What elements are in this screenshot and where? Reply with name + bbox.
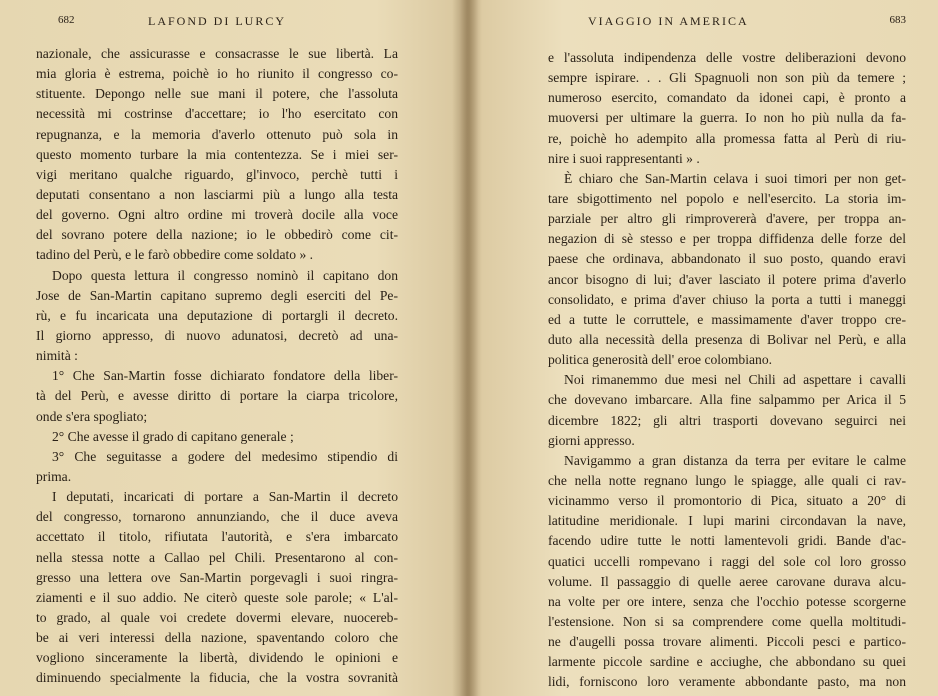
text-line: to grado, al quale voi credete dovermi elevare, nuocereb-	[36, 609, 398, 625]
text-line: ancor bisogno di lui; d'aver lasciato il potere prima d'averlo	[548, 271, 906, 287]
text-line: vogliono sinceramente la libertà, dividendo le opinioni e	[36, 650, 398, 666]
book-gutter	[452, 0, 482, 696]
right-page-header	[548, 0, 906, 38]
text-line: stituente. Depongo nelle sue mani il potere, che l'assoluta	[36, 86, 398, 102]
text-line: volume. Il passaggio di quelle aeree carovane durava alcu-	[548, 573, 906, 589]
text-line: l'estensione. Non si sa comprendere come quella moltitudi-	[548, 613, 906, 629]
text-line: 1° Che San-Martin fosse dichiarato fondatore della liber-	[52, 368, 398, 384]
left-page-body	[36, 44, 398, 689]
text-line: diminuendo specialmente la fiducia, che la vostra sovranità	[36, 670, 398, 686]
left-running-head: LAFOND DI LURCY	[148, 14, 286, 28]
text-line: politica generosità dell' eroe colombiano.	[548, 352, 773, 368]
text-line: del governo. Ogni altro ordine mi troverà docile alla voce	[36, 207, 398, 223]
text-line: Noi rimanemmo due mesi nel Chili ad aspettare i cavalli	[564, 372, 906, 388]
text-line: e l'assoluta indipendenza delle vostre deliberazioni devono	[548, 50, 906, 65]
text-line: I deputati, incaricati di portare a San-Martin il decreto	[52, 489, 398, 505]
text-line: vicinammo verso il promontorio di Pica, situato a 20° di	[548, 493, 906, 509]
text-line: deputati consentano a non lasciarmi più a lungo alla testa	[36, 186, 398, 202]
text-line: Jose de San-Martin capitano supremo degli eserciti del Pe-	[36, 287, 398, 303]
text-line: sempre ispirare. . . Gli Spagnuoli non son più da temere ;	[548, 70, 906, 86]
text-line: necessità mi costrinse d'accettare; io l'ho esercitato con	[36, 106, 398, 122]
text-line: Il giorno appresso, di nuovo adunatosi, decretò ad una-	[36, 327, 398, 343]
text-line: che nella notte regnano lungo le spiagge, alle quali ci rav-	[548, 472, 906, 488]
text-line: 2° Che avesse il grado di capitano generale ;	[52, 428, 294, 444]
text-line: nella stessa notte a Callao pel Chili. Presentarono al con-	[36, 549, 398, 565]
text-line: be ai veri interessi della nazione, spaventando coloro che	[36, 630, 398, 646]
text-line: ne d'augelli possa trovare alimenti. Piccoli pesci e partico-	[548, 634, 906, 650]
text-line: questo momento turbare la mia contentezza. Se i miei ser-	[36, 146, 398, 162]
left-page	[36, 0, 398, 696]
text-line: dicembre 1822; gli altri trasporti dovevano seguirci nei	[548, 412, 906, 428]
text-line: duto alla necessità della presenza di Bolivar nel Perù, e alla	[548, 331, 906, 347]
text-line: mia gloria è estrema, poichè io ho riunito il congresso co-	[36, 66, 398, 82]
right-page-body	[548, 48, 906, 693]
text-line: parziale per altro gli rimprovererà d'avere, per troppa an-	[548, 211, 906, 227]
text-line: prima.	[36, 468, 72, 484]
left-page-header	[36, 0, 398, 38]
text-line: che dovevano imbarcare. Alla fine salpammo per Arica il 5	[548, 392, 906, 408]
text-line: negazion di sè stesso e per troppa diffidenza delle forze del	[548, 231, 906, 247]
text-line: nire i suoi rappresentanti » .	[548, 150, 700, 166]
text-line: repugnanza, e la memoria d'averlo ottenuto può sola in	[36, 126, 398, 142]
text-line: tà del Perù, e avesse diritto di portare la ciarpa tricolore,	[36, 388, 398, 404]
text-line: 3° Che seguitasse a godere del medesimo stipendio di	[52, 448, 398, 464]
left-page-number: 682	[58, 14, 75, 26]
right-running-head: VIAGGIO IN AMERICA	[588, 14, 749, 28]
text-line: ziamenti e il suo addio. Ne citerò queste sole parole; « L'al-	[36, 589, 398, 605]
right-page	[548, 0, 906, 696]
text-line: nazionale, che assicurasse e consacrasse le sue libertà. La	[36, 46, 398, 61]
text-line: consolidato, e prima d'aver chiuso la porta a tutti i maneggi	[548, 291, 906, 307]
text-line: tadino del Perù, e le farò obbedire come soldato » .	[36, 247, 314, 263]
text-line: Navigammo a gran distanza da terra per evitare le calme	[564, 452, 906, 468]
text-line: vigi meritano qualche riguardo, gl'invoco, perchè tutti i	[36, 166, 398, 182]
text-line: È chiaro che San-Martin celava i suoi timori per non get-	[564, 170, 906, 186]
text-line: ed a tutte le corruttele, e massimamente d'aver troppo cre-	[548, 311, 906, 327]
text-line: gresso una lettera ove San-Martin porgevagli i suoi ringra-	[36, 569, 398, 585]
text-line: re, poichè ho adempito alla promessa fatta al Perù di riu-	[548, 130, 906, 146]
text-line: nimità :	[36, 348, 78, 364]
text-line: facendo udire tutte le notti lamentevoli gridi. Bande d'ac-	[548, 533, 906, 549]
right-page-number: 683	[889, 14, 906, 26]
text-line: na volte per ore intere, senza che l'occhio potesse scorgerne	[548, 593, 906, 609]
text-line: paese che ordinava, abbandonato il suo posto, quando eravi	[548, 251, 906, 267]
text-line: lidi, forniscono loro veramente abbondante pasto, ma non	[548, 674, 906, 690]
text-line: accettato il titolo, rifiutata l'autorità, e s'era imbarcato	[36, 529, 398, 545]
text-line: onde s'era spogliato;	[36, 408, 148, 424]
text-line: latitudine meridionale. I lupi marini circondavan la nave,	[548, 513, 906, 529]
text-line: rù, e fu incaricata una deputazione di portargli il decreto.	[36, 307, 398, 323]
text-line: numeroso esercito, comandato da idonei capi, è pronto a	[548, 90, 906, 106]
text-line: quatici uccelli rompevano i raggi del sole col loro grosso	[548, 553, 906, 569]
text-line: Dopo questa lettura il congresso nominò il capitano don	[52, 267, 398, 283]
text-line: tare sbigottimento nel popolo e nell'esercito. La storia im-	[548, 190, 906, 206]
text-line: del congresso, tornarono annunziando, che il duce aveva	[36, 509, 398, 525]
text-line: muoversi per ultimare la guerra. Io non ho più nulla da fa-	[548, 110, 906, 126]
text-line: giorni appresso.	[548, 432, 635, 448]
text-line: del sovrano potere della nazione; io le obbedirò come cit-	[36, 227, 398, 243]
text-line: larmente piccole sardine e acciughe, che abbondano su quei	[548, 654, 906, 670]
